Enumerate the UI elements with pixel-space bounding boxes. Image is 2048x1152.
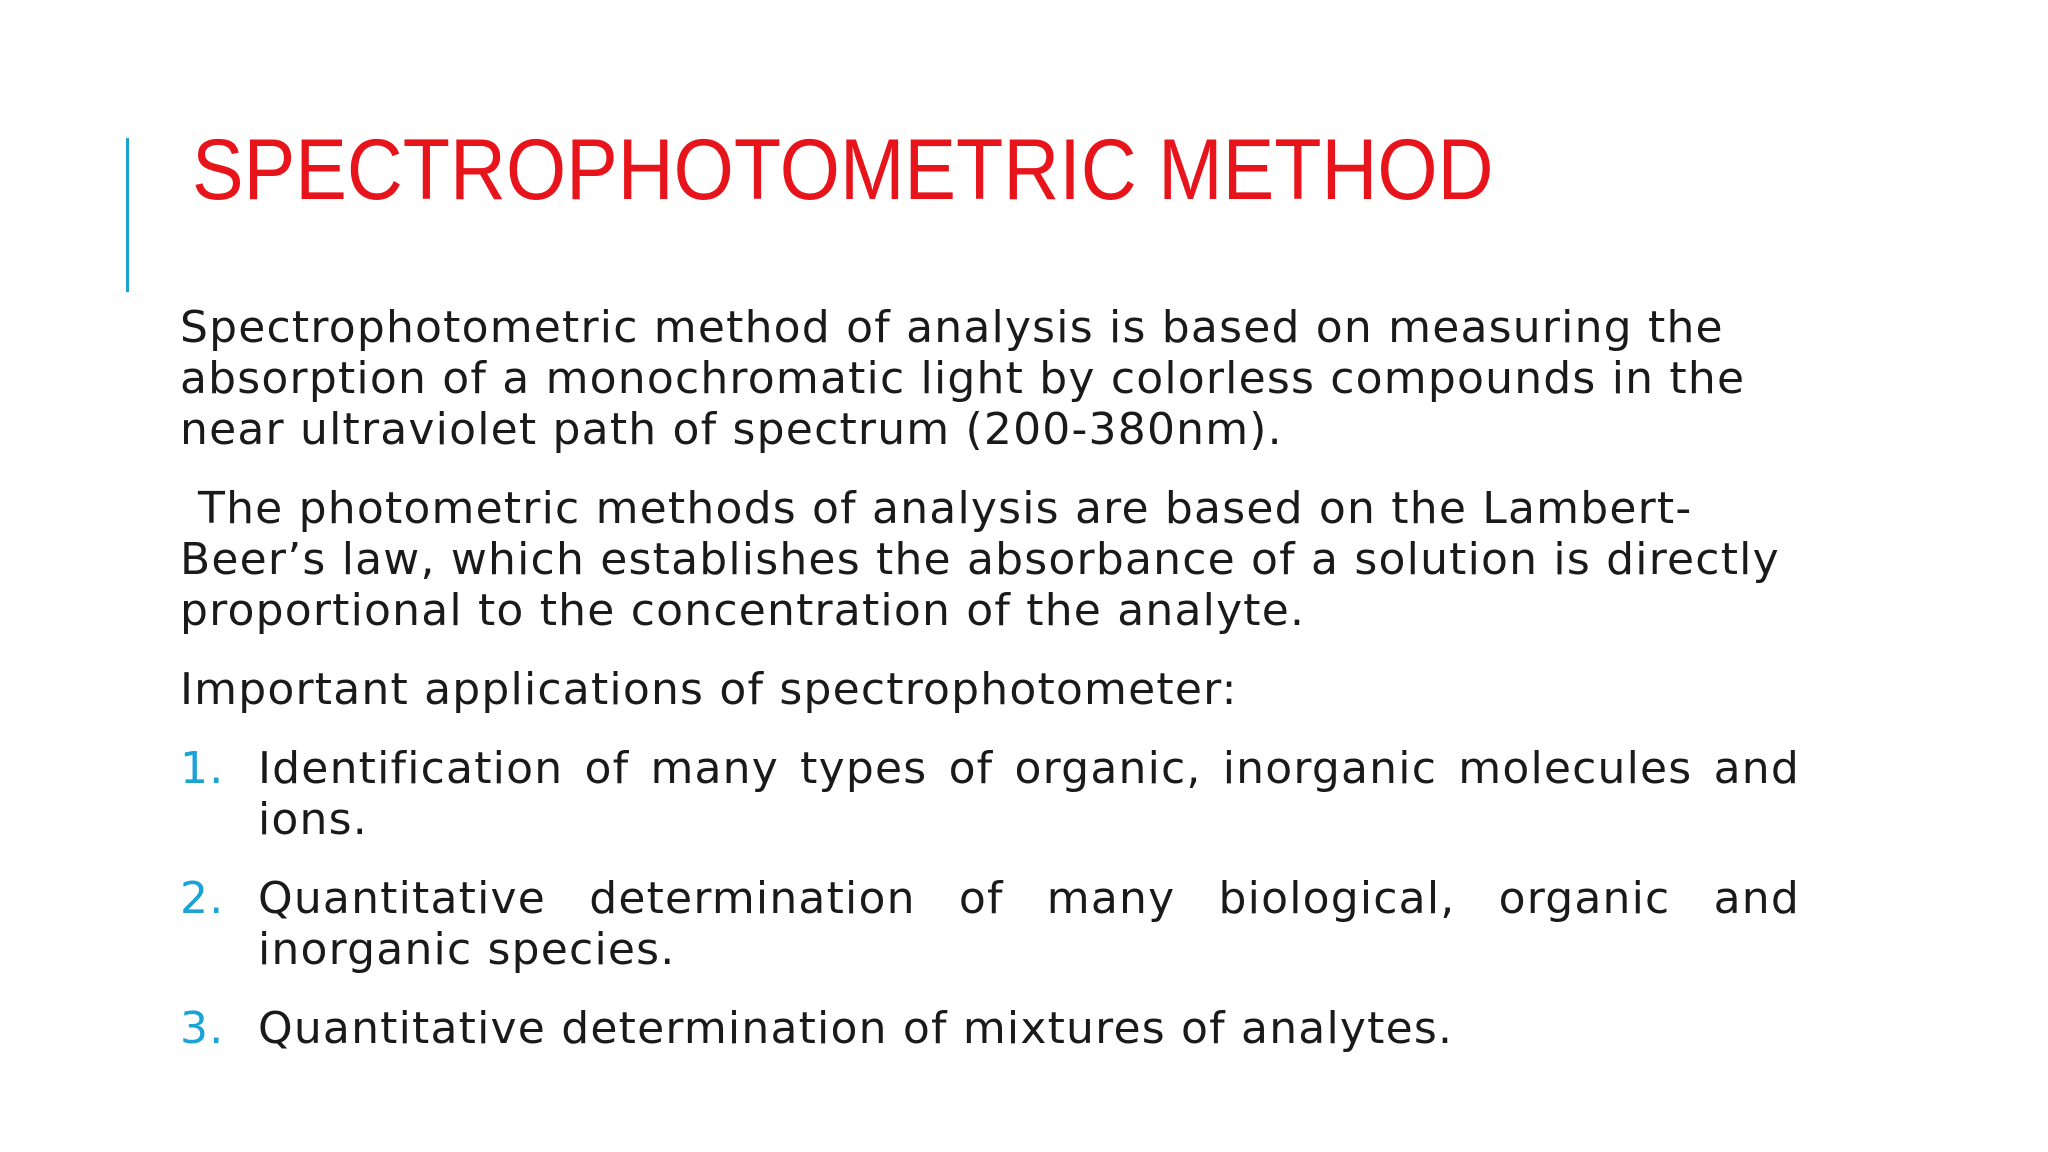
list-item xyxy=(180,1003,1800,1054)
list-number: 1. xyxy=(180,743,225,794)
paragraph-applications-heading: Important applications of spectrophotometer: xyxy=(180,664,1238,715)
list-item-text: Quantitative determination of mixtures of analytes. xyxy=(258,1003,1454,1054)
list-item xyxy=(180,873,1800,975)
applications-list xyxy=(180,743,1800,1054)
slide-title: SPECTROPHOTOMETRIC METHOD xyxy=(192,122,1494,218)
title-accent-bar xyxy=(126,138,129,292)
list-item-text: Quantitative determination of many biological, organic and inorganic species. xyxy=(258,873,1800,975)
list-item-text: Identification of many types of organic, inorganic molecules and ions. xyxy=(258,743,1800,845)
paragraph-lambert-beer: The photometric methods of analysis are based on the Lambert-Beer’s law, which establishes the absorbance of a solution is directly proportional to the concentration of the analyte. xyxy=(180,483,1780,636)
list-item xyxy=(180,743,1800,845)
list-number: 2. xyxy=(180,873,225,924)
paragraph-definition: Spectrophotometric method of analysis is based on measuring the absorption of a monochromatic light by colorless compounds in the near ultraviolet path of spectrum (200-380nm). xyxy=(180,302,1746,455)
list-number: 3. xyxy=(180,1003,225,1054)
slide-body xyxy=(180,302,1800,1082)
